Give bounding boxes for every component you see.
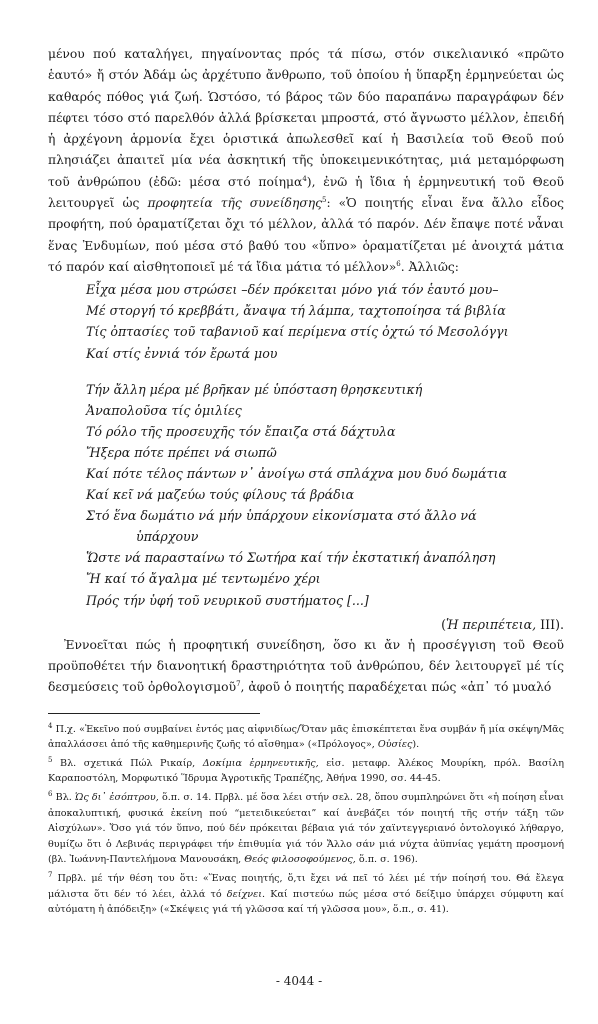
footnote-ref-4: 4 xyxy=(302,174,307,183)
footnote-number: 6 xyxy=(48,789,53,798)
poem-line: Καί στίς ἐννιά τόν ἔρωτά μου xyxy=(86,345,278,361)
footnote-text: ). xyxy=(412,739,420,751)
poem-attribution: (Ἡ περιπέτεια, III). xyxy=(441,616,564,632)
footnote-number: 4 xyxy=(48,721,53,730)
footnote-ref-6: 6 xyxy=(396,259,401,268)
paragraph-text: , ἀφοῦ ὁ ποιητής παραδέχεται πώς «ἀπ᾽ τό μυαλό xyxy=(240,680,552,695)
poem-stanza-2 xyxy=(86,379,564,611)
page-content xyxy=(48,44,564,921)
poem-line: Πρός τήν ὑφή τοῦ νευρικοῦ συστήματος [...] xyxy=(86,592,369,608)
poem-stanza-1 xyxy=(86,279,564,363)
italic-phrase: προφητεία τῆς συνείδησης xyxy=(147,196,322,211)
footnote-text: Π.χ. «Ἐκεῖνο πού συμβαίνει ἐντός μας αἰφνιδίως/Ὅταν μᾶς ἐπισκέπτεται ἕνα συμβάν ἤ μία σκέψη/Μᾶς ἀπαλλάσσει ἀπό τῆς καθημερινῆς ζωῆς τό αἴσθημα» («Πρόλογος», xyxy=(48,723,564,751)
footnote-text: ὅ.π. σ. 196). xyxy=(355,854,418,866)
footnote-5 xyxy=(48,756,564,787)
page-number: - 4044 - xyxy=(275,974,323,988)
footnote-italic: Δοκίμια ἑρμηνευτικῆς, xyxy=(202,757,319,769)
poem-line: Ἀναπολοῦσα τίς ὁμιλίες xyxy=(86,402,242,418)
footnote-text: Πρβλ. μέ τήν θέση του ὅτι: «Ἕνας ποιητής, ὅ,τι ἔχει νά πεῖ τό λέει μέ τήν ποίησή του. Θά ἔλεγα μάλιστα ὅτι δέν τό λέει, ἀλλά τό xyxy=(48,872,564,900)
footnotes xyxy=(48,722,564,918)
footnote-italic: Θεός φιλοσοφούμενος, xyxy=(244,854,356,866)
main-text xyxy=(48,44,564,278)
poem-line: ὑπάρχουν xyxy=(136,529,199,545)
footnote-text: Βλ. σχετικά Πώλ Ρικαίρ, xyxy=(52,757,203,769)
paragraph-text: . Ἀλλιῶς: xyxy=(400,259,459,274)
paragraph-1 xyxy=(48,44,564,278)
footnote-7 xyxy=(48,871,564,918)
paragraph-2 xyxy=(48,635,564,699)
footnote-number: 7 xyxy=(48,870,53,879)
paragraph-text: : «Ὁ ποιητής εἶναι ἕνα ἄλλο εἶδος προφήτη, πού ὁραματίζεται ὄχι τό μέλλον, ἀλλά τό παρόν. Δέν ἔπαψε ποτέ νἆναι ἕνας Ἐνδυμίων, πού μέσα στό βαθύ του «ὕπνο» ὁραματίζεται μέ ἀνοιχτά μάτια τό παρόν καί αἰσθητοποιεῖ μέ τά ἴδια μάτια τό μέλλον» xyxy=(48,196,565,274)
footnote-ref-5: 5 xyxy=(321,195,327,204)
poem-line: Ὥστε νά παρασταίνω τό Σωτήρα καί τήν ἐκστατική ἀναπόληση xyxy=(86,550,496,566)
main-text-continued xyxy=(48,635,564,699)
footnote-text: εἰσ. μεταφρ. Ἀλέκος Μουρίκη, πρόλ. Βασίλη Καραποστόλη, Μορφωτικό Ἵδρυμα Ἀγροτικῆς Τραπέζης, Ἀθήνα 1990, σσ. 44-45. xyxy=(48,757,564,785)
footnote-text: Βλ. xyxy=(52,791,75,803)
paragraph-text: Ἐννοεῖται πώς ἡ προφητική συνείδηση, ὅσο κι ἄν ἡ προσέγγιση τοῦ Θεοῦ προϋποθέτει τήν διανοητική δραστηριότητα τοῦ ἀνθρώπου, δέν λειτουργεῖ μέ τίς δεσμεύσεις τοῦ ὀρθολογισμοῦ xyxy=(48,637,564,695)
footnote-number: 5 xyxy=(48,755,53,764)
poem-line: Τίς ὀπτασίες τοῦ ταβανιοῦ καί περίμενα στίς ὀχτώ τό Μεσολόγγι xyxy=(86,324,509,340)
footnote-text: Καί πιστεύω πώς μέσα στό δείξιμο ὑπάρχει σύμφυτη καί αὐτόματη ἡ ἀπόδειξη» («Σκέψεις γιά τή γλῶσσα καί τή γλῶσσα μου», ὅ.π., σ. 41). xyxy=(48,888,564,916)
footnote-italic: δείχνει. xyxy=(226,888,266,900)
footnote-4 xyxy=(48,722,564,753)
poem-line: Τό ρόλο τῆς προσευχῆς τόν ἔπαιζα στά δάχτυλα xyxy=(86,423,396,439)
poem-line: Καί πότε τέλος πάντων ν᾽ ἀνοίγω στά σπλάχνα μου δυό δωμάτια xyxy=(86,466,507,482)
footnote-6 xyxy=(48,790,564,868)
footnote-italic: Οὐσίες xyxy=(377,739,413,751)
poem-line: Καί κεῖ νά μαζεύω τούς φίλους τά βράδια xyxy=(86,487,355,503)
footnote-italic: Ὡς δι᾽ ἐσόπτρου, xyxy=(75,791,159,803)
poem-line: Στό ἕνα δωμάτιο νά μήν ὑπάρχουν εἰκονίσματα στό ἄλλο νά xyxy=(86,508,477,524)
source-title: Ἡ περιπέτεια, xyxy=(446,616,537,632)
poem-line: Ἤξερα πότε πρέπει νά σιωπῶ xyxy=(86,444,277,460)
source-volume: III). xyxy=(536,616,564,632)
poem-line: Μέ στοργή τό κρεββάτι, ἄναψα τή λάμπα, ταχτοποίησα τά βιβλία xyxy=(86,303,506,319)
poem-line: Ἤ καί τό ἄγαλμα μέ τεντωμένο χέρι xyxy=(86,571,321,587)
poem-line: Εἶχα μέσα μου στρώσει –δέν πρόκειται μόνο γιά τόν ἑαυτό μου– xyxy=(86,282,499,298)
poem-line: Τήν ἄλλη μέρα μέ βρῆκαν μέ ὑπόσταση θρησκευτική xyxy=(86,381,423,397)
poem-quote xyxy=(86,279,564,610)
paragraph-text: μένου πού καταλήγει, πηγαίνοντας πρός τά πίσω, στόν σικελιανικό «πρῶτο ἑαυτό» ἤ στόν Ἀδάμ ὡς ἀρχέτυπο ἄνθρωπο, τοῦ ὁποίου ἡ ὕπαρξη ἑρμηνεύεται ὡς καθαρός πόθος γιά ζωή. Ὡστόσο, τό βάρος τῶν δύο παραπάνω παραγράφων δέν πέφτει τόσο στό παρελθόν ἀλλά βρίσκεται μπροστά, στό ἄγνωστο μέλλον, ἐπειδή ἡ ἀρχέγονη ἁρμονία ἔχει ὁριστικά ἀπωλεσθεῖ καί ἡ Βασιλεία τοῦ Θεοῦ πού πλησιάζει ἀπαιτεῖ μία νέα ἀσκητική τῆς ὑποκειμενικότητας, μιά μεταμόρφωση τοῦ ἀνθρώπου (ἐδῶ: μέσα στό ποίημα xyxy=(48,47,564,189)
footnote-divider xyxy=(48,713,260,714)
footnote-text: ὅ.π. σ. 14. Πρβλ. μέ ὅσα λέει στήν σελ. 28, ὅπου συμπληρώνει ὅτι «ἡ ποίηση εἶναι ἀποκαλυπτική, φυσικά ἐκείνη πού “μετειδικεύεται” καί ἀνεβάζει τόν ποιητή τῆς στήν τάξη τῶν Αἰσχύλων». Ὅσο γιά τόν ὕπνο, πού δέν πρόκειται βέβαια γιά τόν χαϊντεγγεριανό ὀντολογικό λήθαργο, θυμίζω ὅτι ὁ Λεβινάς περιγράφει τήν ἐπιθυμία γιά τόν Ἄλλο σάν μιά νύχτα ἀϋπνίας γεμάτη προσμονή (βλ. Ἰωάννη-Παντελήμονα Μανουσάκη, xyxy=(48,791,565,866)
footnote-ref-7: 7 xyxy=(236,680,241,689)
paragraph-text: ), ἐνῶ ἡ ἴδια ἡ ἑρμηνευτική τοῦ Θεοῦ λειτουργεῖ ὡς xyxy=(48,174,564,211)
